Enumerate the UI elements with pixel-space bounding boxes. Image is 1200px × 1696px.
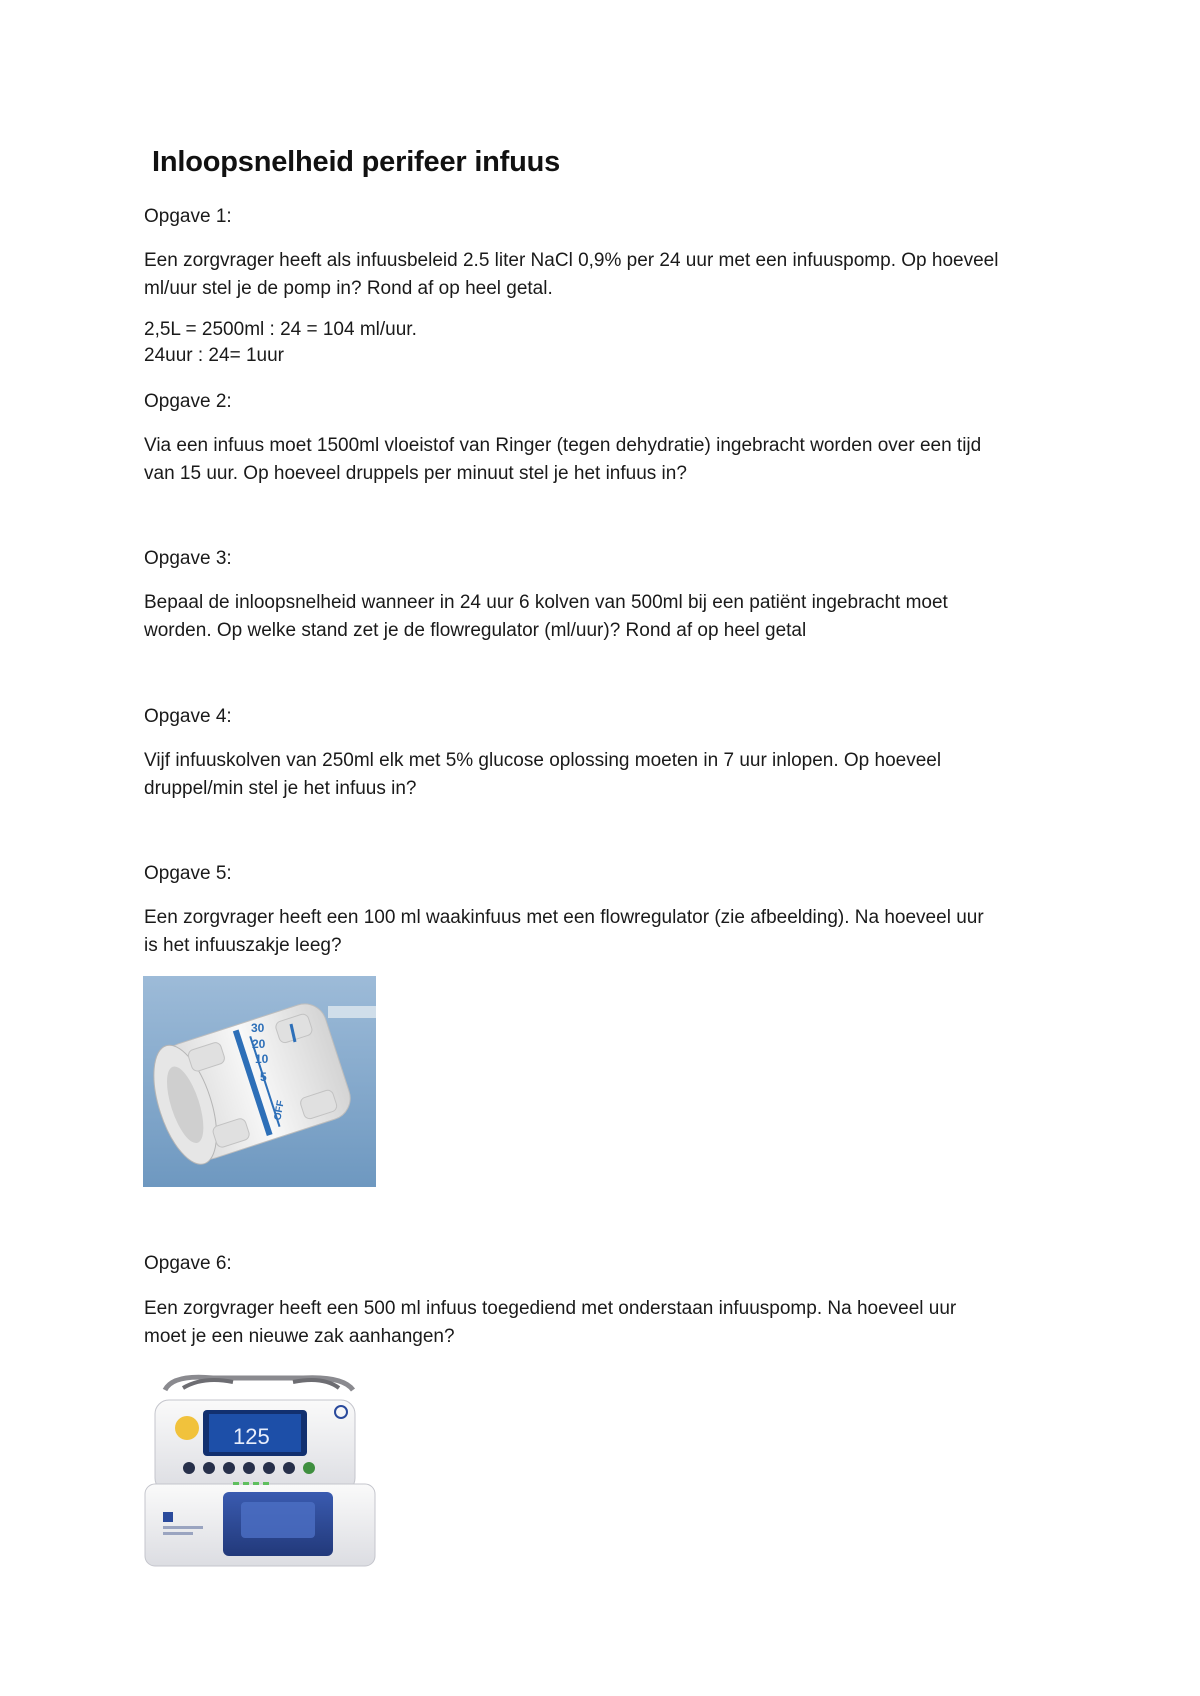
scale-label-5: 5 [260, 1070, 267, 1084]
q4-heading: Opgave 4: [144, 706, 232, 727]
q1-answer: 2,5L = 2500ml : 24 = 104 ml/uur. 24uur : 24= 1uur [144, 319, 417, 366]
infusion-pump-image [143, 1372, 379, 1568]
q5-heading: Opgave 5: [144, 863, 232, 884]
page-title: Inloopsnelheid perifeer infuus [152, 146, 561, 178]
q1-text: Een zorgvrager heeft als infuusbeleid 2.5 liter NaCl 0,9% per 24 uur met een infuuspomp. Op hoeveel ml/uur stel je de pomp in? Rond af op heel getal. [144, 250, 999, 299]
scale-label-10: 10 [255, 1052, 269, 1066]
scale-label-off: OFF [272, 1099, 287, 1122]
pump-display-value: 125 [233, 1424, 270, 1449]
q1-heading: Opgave 1: [144, 206, 232, 227]
q6-text: Een zorgvrager heeft een 500 ml infuus toegediend met onderstaan infuuspomp. Na hoeveel uur moet je een nieuwe zak aanhangen? [144, 1298, 957, 1347]
q3-text: Bepaal de inloopsnelheid wanneer in 24 uur 6 kolven van 500ml bij een patiënt ingebracht moet worden. Op welke stand zet je de flowregulator (ml/uur)? Rond af op heel getal [144, 592, 948, 641]
q2-text: Via een infuus moet 1500ml vloeistof van Ringer (tegen dehydratie) ingebracht worden over een tijd van 15 uur. Op hoeveel druppels per minuut stel je het infuus in? [144, 435, 982, 484]
scale-label-30: 30 [251, 1021, 265, 1035]
flow-regulator-icon [143, 976, 376, 1187]
q5-text: Een zorgvrager heeft een 100 ml waakinfuus met een flowregulator (zie afbeelding). Na hoeveel uur is het infuuszakje leeg? [144, 907, 984, 956]
q2-heading: Opgave 2: [144, 391, 232, 412]
infusion-pump-icon [143, 1372, 379, 1568]
q6-heading: Opgave 6: [144, 1253, 232, 1274]
scale-label-20: 20 [252, 1037, 266, 1051]
flow-regulator-image [143, 976, 376, 1187]
q4-text: Vijf infuuskolven van 250ml elk met 5% glucose oplossing moeten in 7 uur inlopen. Op hoeveel druppel/min stel je het infuus in? [144, 750, 942, 799]
q3-heading: Opgave 3: [144, 548, 232, 569]
